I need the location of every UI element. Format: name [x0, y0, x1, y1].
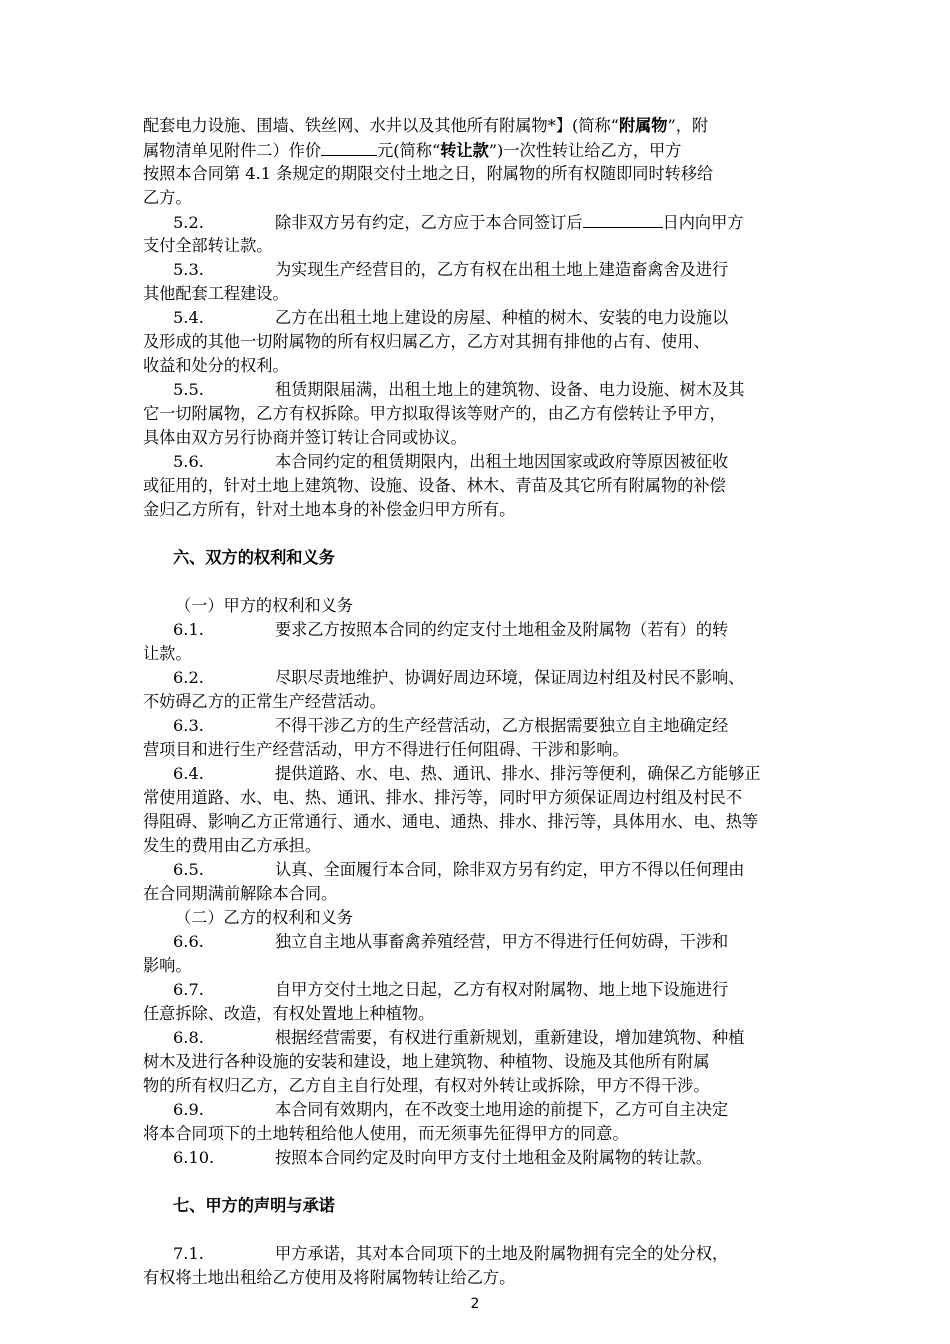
clause-7-1: 7.1. 甲方承诺，其对本合同项下的土地及附属物拥有完全的处分权， — [173, 1244, 729, 1263]
page-number: 2 — [470, 1296, 480, 1312]
clause-5-4-line: 收益和处分的权利。 — [143, 356, 289, 375]
section-7-heading: 七、甲方的声明与承诺 — [173, 1196, 335, 1215]
clause-5-6: 5.6. 本合同约定的租赁期限内，出租土地因国家或政府等原因被征收 — [173, 452, 729, 471]
clause-5-3: 5.3. 为实现生产经营目的，乙方有权在出租土地上建造畜禽舍及进行 — [173, 260, 729, 279]
clause-6-1-line: 让款。 — [143, 644, 192, 663]
clause-6-1: 6.1. 要求乙方按照本合同的约定支付土地租金及附属物（若有）的转 — [173, 620, 729, 639]
clause-6-8-line: 树木及进行各种设施的安装和建设，地上建筑物、种植物、设施及其他所有附属 — [143, 1052, 710, 1071]
clause-6-6-line: 影响。 — [143, 956, 192, 975]
clause-6-5-line: 在合同期满前解除本合同。 — [143, 884, 338, 903]
days-blank — [583, 210, 663, 228]
clause-6-8: 6.8. 根据经营需要，有权进行重新规划，重新建设，增加建筑物、种植 — [173, 1028, 745, 1047]
clause-6-3: 6.3. 不得干涉乙方的生产经营活动，乙方根据需要独立自主地确定经 — [173, 716, 729, 735]
clause-5-5: 5.5. 租赁期限届满，出租土地上的建筑物、设备、电力设施、树木及其 — [173, 380, 745, 399]
clause-5-5-line: 具体由双方另行协商并签订转让合同或协议。 — [143, 428, 467, 447]
clause-6-4-line: 发生的费用由乙方承担。 — [143, 836, 322, 855]
clause-6-4-line: 常使用道路、水、电、热、通讯、排水、排污等，同时甲方须保证周边村组及村民不 — [143, 788, 742, 807]
clause-5-1-line: 属物清单见附件二）作价 元(简称“转让款”)一次性转让给乙方，甲方 — [143, 138, 805, 163]
clause-5-2: 5.2. 除非双方另有约定，乙方应于本合同签订后 日内向甲方 — [143, 210, 805, 235]
subsection-6-b-heading: （二）乙方的权利和义务 — [175, 908, 354, 927]
clause-6-3-line: 营项目和进行生产经营活动，甲方不得进行任何阻碍、干涉和影响。 — [143, 740, 629, 759]
clause-6-5: 6.5. 认真、全面履行本合同，除非双方另有约定，甲方不得以任何理由 — [173, 860, 745, 879]
clause-7-1-line: 有权将土地出租给乙方使用及将附属物转让给乙方。 — [143, 1268, 516, 1287]
section-6-heading: 六、双方的权利和义务 — [173, 548, 335, 567]
clause-5-5-line: 它一切附属物，乙方有权拆除。甲方拟取得该等财产的，由乙方有偿转让予甲方， — [143, 404, 726, 423]
clause-6-6: 6.6. 独立自主地从事畜禽养殖经营，甲方不得进行任何妨碍，干涉和 — [173, 932, 729, 951]
clause-5-6-line: 或征用的，针对土地上建筑物、设施、设备、林木、青苗及其它所有附属物的补偿 — [143, 476, 726, 495]
clause-5-4: 5.4. 乙方在出租土地上建设的房屋、种植的树木、安装的电力设施以 — [173, 308, 729, 327]
clause-6-7-line: 任意拆除、改造，有权处置地上种植物。 — [143, 1004, 435, 1023]
clause-6-4: 6.4. 提供道路、水、电、热、通讯、排水、排污等便利，确保乙方能够正 — [173, 764, 761, 783]
clause-6-4-line: 得阻碍、影响乙方正常通行、通水、通电、通热、排水、排污等，具体用水、电、热等 — [143, 812, 759, 831]
clause-6-2-line: 不妨碍乙方的正常生产经营活动。 — [143, 692, 386, 711]
clause-5-2-line: 支付全部转让款。 — [143, 236, 273, 255]
clause-5-1-line: 配套电力设施、围墙、铁丝网、水井以及其他所有附属物*】(简称“附属物”，附 — [143, 116, 709, 135]
clause-6-9-line: 将本合同项下的土地转租给他人使用，而无须事先征得甲方的同意。 — [143, 1124, 629, 1143]
subsection-6-a-heading: （一）甲方的权利和义务 — [175, 596, 354, 615]
clause-5-3-line: 其他配套工程建设。 — [143, 284, 289, 303]
clause-6-8-line: 物的所有权归乙方，乙方自主自行处理，有权对外转让或拆除，甲方不得干涉。 — [143, 1076, 710, 1095]
clause-5-6-line: 金归乙方所有，针对土地本身的补偿金归甲方所有。 — [143, 500, 516, 519]
clause-6-10: 6.10. 按照本合同约定及时向甲方支付土地租金及附属物的转让款。 — [173, 1148, 713, 1167]
clause-6-2: 6.2. 尽职尽责地维护、协调好周边环境，保证周边村组及村民不影响、 — [173, 668, 745, 687]
price-blank — [321, 138, 377, 156]
clause-6-9: 6.9. 本合同有效期内，在不改变土地用途的前提下，乙方可自主决定 — [173, 1100, 729, 1119]
clause-5-4-line: 及形成的其他一切附属物的所有权归属乙方，乙方对其拥有排他的占有、使用、 — [143, 332, 710, 351]
clause-5-1-line: 乙方。 — [143, 188, 192, 207]
clause-6-7: 6.7. 自甲方交付土地之日起，乙方有权对附属物、地上地下设施进行 — [173, 980, 729, 999]
clause-5-1-line: 按照本合同第 4.1 条规定的期限交付土地之日，附属物的所有权随即同时转移给 — [143, 164, 714, 183]
